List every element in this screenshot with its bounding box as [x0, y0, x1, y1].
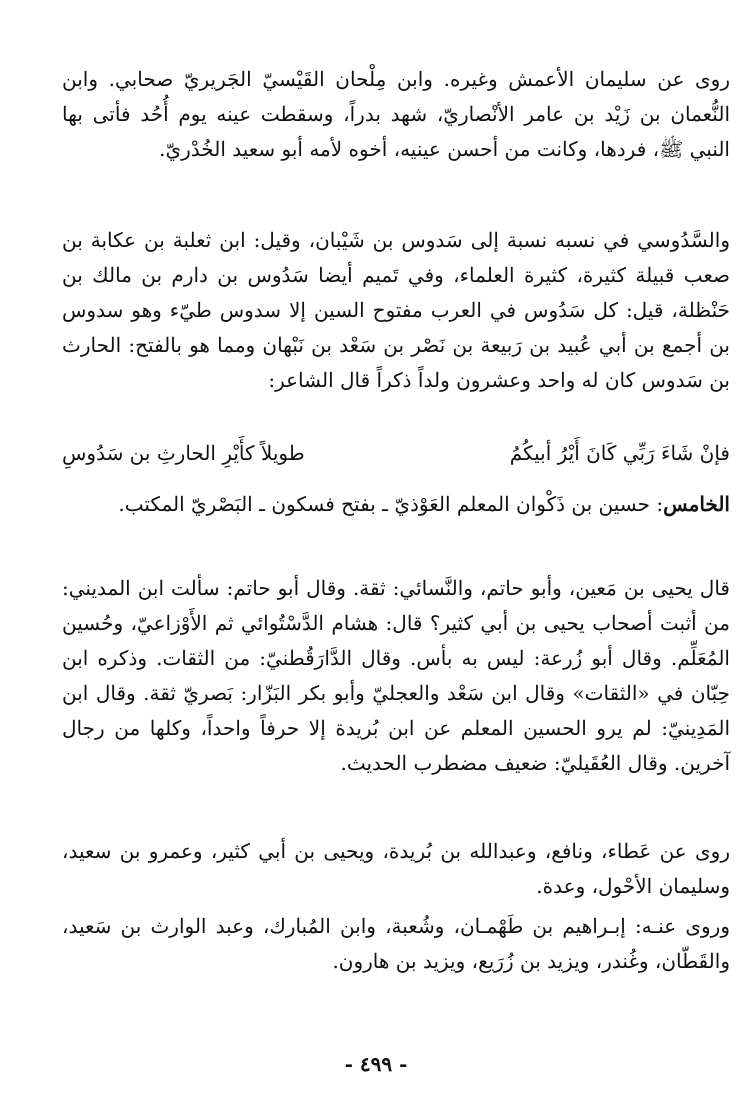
paragraph-5-text: روى عن عَطاء، ونافع، وعبدالله بن بُريدة، ويحيى بن أبي كثير، وعمرو بن سعيد، وسليمان الأحْول، وعدة. — [62, 839, 730, 898]
page-number: - ٤٩٩ - — [344, 1052, 408, 1076]
paragraph-1-text: روى عن سليمان الأعمش وغيره. وابن مِلْحان القَيْسيّ الجَريريّ صحابي. وابن النُّعمان بن زَيْد بن عامر الأنْصاريّ، شهد بدراً، وسقطت عينه يوم أُحُد فأتى بها النبي ﷺ، فردها، وكانت من أحسن عينيه، أخوه لأمه أبو سعيد الخُدْريّ. — [62, 67, 730, 161]
paragraph-1 — [62, 62, 730, 167]
paragraph-6-text: وروى عنـه: إبـراهيم بن طَهْمـان، وشُعبة، وابن المُبارك، وعبد الوارث بن سَعيد، والقَطّان، وغُندر، ويزيد بن زُرَيع، ويزيد بن هارون. — [62, 914, 730, 973]
paragraph-2-text: والسَّدُوسي في نسبه نسبة إلى سَدوس بن شَيْبان، وقيل: ابن ثعلبة بن عكابة بن صعب قبيلة كثيرة، كثيرة العلماء، وفي تَميم أيضا سَدُوس بن دارم بن مالك بن حَنْظلة، قيل: كل سَدُوس في العرب مفتوح السين إلا سدوس طيّء وهو سدوس بن أجمع بن أبي عُبيد بن رَبيعة بن نَصْر بن سَعْد بن نَبْهان ومما هو بالفتح: الحارث بن سَدوس كان له واحد وعشرون ولداً ذكراً قال الشاعر: — [62, 228, 730, 392]
verse-first-hemistich: فإنْ شَاءَ رَبِّي كَانَ أَيْرُ أبيكُمُ — [509, 441, 730, 465]
poetry-verse — [62, 436, 730, 476]
verse-second-hemistich: طويلاً كأَيْرِ الحارثِ بن سَدُوسِ — [62, 441, 305, 465]
paragraph-2 — [62, 223, 730, 398]
paragraph-3-text — [62, 487, 730, 522]
paragraph-4-text: قال يحيى بن مَعين، وأبو حاتم، والنَّسائي: ثقة. وقال أبو حاتم: سألت ابن المديني: من أثبت أصحاب يحيى بن أبي كثير؟ قال: هشام الدَّسْتُوائي ثم الأَوْزاعيّ، وحُسين المُعَلِّم. وقال أبو زُرعة: ليس به بأس. وقال الدَّارَقُطنيّ: من الثقات. وذكره ابن حِبّان في «الثقات» وقال ابن سَعْد والعجليّ وأبو بكر البَزّار: بَصريّ ثقة. وقال ابن المَدِينيّ: لم يرو الحسين المعلم عن ابن بُريدة إلا حرفاً واحداً، وكلها من رجال آخرين. وقال العُقَيليّ: ضعيف مضطرب الحديث. — [62, 576, 730, 775]
entry-description: : حسين بن ذَكْوان المعلم العَوْذيّ ـ بفتح فسكون ـ البَصْريّ المكتب. — [118, 492, 664, 516]
paragraph-3 — [62, 487, 730, 522]
paragraph-6 — [62, 909, 730, 979]
entry-label: الخامس — [663, 492, 730, 516]
paragraph-5 — [62, 834, 730, 904]
paragraph-4 — [62, 571, 730, 781]
